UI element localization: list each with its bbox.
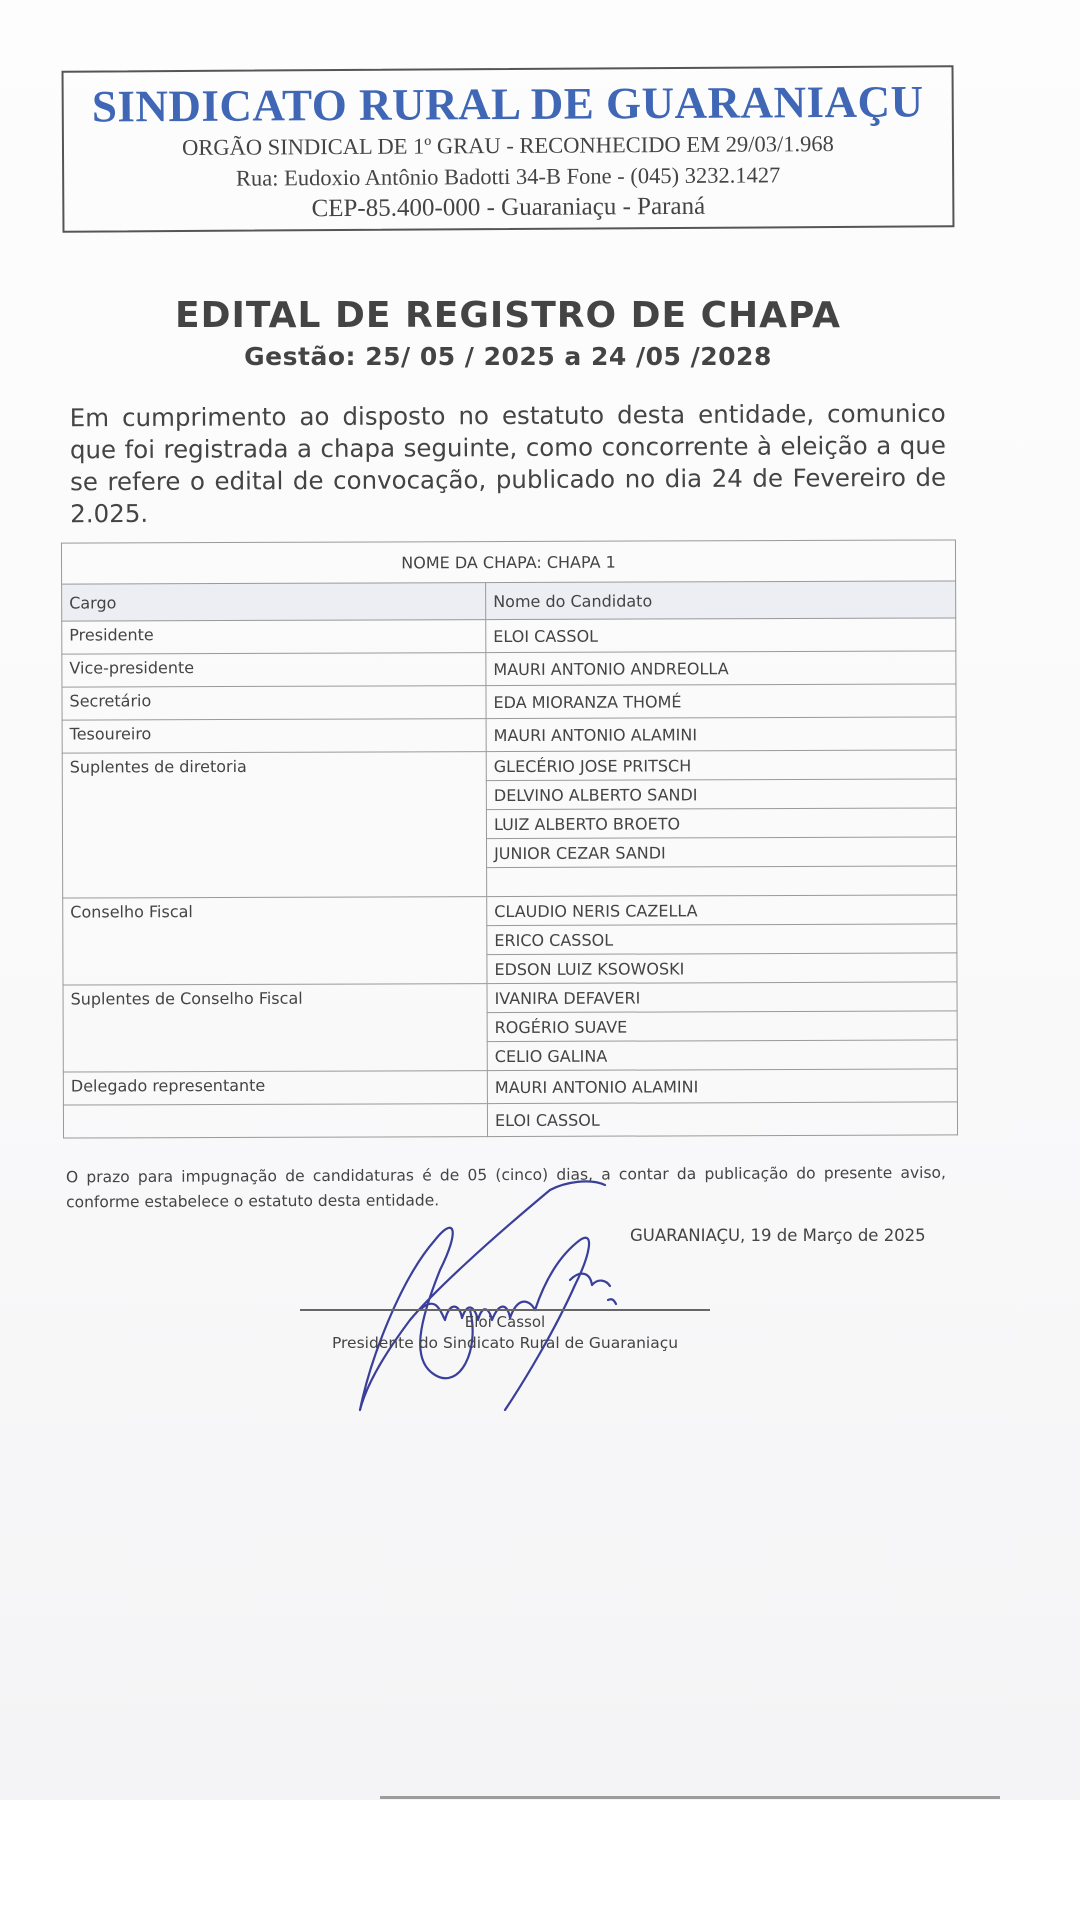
candidate-cell: EDA MIORANZA THOMÉ (486, 684, 956, 719)
union-address: Rua: Eudoxio Antônio Badotti 34-B Fone - (045) 3232.1427 (235, 162, 781, 191)
handwritten-signature (340, 1160, 670, 1420)
candidate-cell: ERICO CASSOL (487, 924, 957, 955)
candidate-cell: JUNIOR CEZAR SANDI (486, 837, 956, 868)
table-header-row (62, 581, 956, 621)
table-row (62, 618, 956, 654)
candidate-cell: GLECÉRIO JOSE PRITSCH (486, 750, 956, 781)
cargo-cell: Suplentes de Conselho Fiscal (63, 984, 487, 1072)
table-row (63, 895, 957, 927)
candidate-cell: MAURI ANTONIO ANDREOLLA (486, 651, 956, 686)
management-period: Gestão: 25/ 05 / 2025 a 24 /05 /2028 (244, 342, 772, 371)
cargo-cell: Conselho Fiscal (63, 897, 487, 985)
candidate-cell: ELOI CASSOL (487, 1102, 957, 1137)
table-row (62, 684, 956, 720)
page-edge-shadow (380, 1796, 1000, 1799)
cargo-cell: Tesoureiro (62, 719, 486, 753)
slate-table (61, 539, 958, 1138)
candidate-cell: EDSON LUIZ KSOWOSKI (487, 953, 957, 984)
union-name: SINDICATO RURAL DE GUARANIAÇU (91, 76, 924, 132)
place-and-date: GUARANIAÇU, 19 de Março de 2025 (630, 1226, 926, 1245)
candidate-cell: IVANIRA DEFAVERI (487, 982, 957, 1013)
cargo-cell: Vice-presidente (62, 653, 486, 687)
candidate-cell: DELVINO ALBERTO SANDI (486, 779, 956, 810)
challenge-notice: O prazo para impugnação de candidaturas é de 05 (cinco) dias, a contar da publicação do presente aviso, conforme estabelece o estatuto desta entidade. (65, 1163, 946, 1212)
table-row (62, 717, 956, 753)
union-cep-city: CEP-85.400-000 - Guaraniaçu - Paraná (311, 192, 706, 223)
table-row (62, 651, 956, 687)
letterhead (62, 65, 955, 232)
intro-paragraph: Em cumprimento ao disposto no estatuto desta entidade, comunico que foi registrada a chapa seguinte, como concorrente à eleição a que se refere o edital de convocação, publicado no dia 24 de Fevereiro de 2.025. (69, 398, 947, 529)
union-registration: ORGÃO SINDICAL DE 1º GRAU - RECONHECIDO EM 29/03/1.968 (182, 131, 834, 160)
candidate-cell: ROGÉRIO SUAVE (487, 1011, 957, 1042)
cargo-cell: Presidente (62, 620, 486, 654)
signatory-name: Eloi Cassol (464, 1313, 546, 1331)
cargo-cell: Delegado representante (63, 1071, 487, 1105)
cargo-cell: Secretário (62, 686, 486, 720)
candidate-cell: MAURI ANTONIO ALAMINI (486, 717, 956, 752)
column-header-candidate: Nome do Candidato (486, 581, 956, 620)
table-row (62, 750, 956, 782)
document-title: EDITAL DE REGISTRO DE CHAPA (175, 295, 841, 336)
candidate-cell (487, 866, 957, 897)
column-header-role: Cargo (62, 583, 486, 621)
table-row (63, 1069, 957, 1105)
table-row (63, 1102, 957, 1138)
candidate-cell: MAURI ANTONIO ALAMINI (487, 1069, 957, 1104)
candidate-cell: ELOI CASSOL (486, 618, 956, 653)
table-row (63, 982, 957, 1014)
candidate-cell: CELIO GALINA (487, 1040, 957, 1071)
signatory-role: Presidente do Sindicato Rural de Guaraniaçu (331, 1334, 679, 1352)
cargo-cell: Suplentes de diretoria (62, 752, 487, 898)
candidate-cell: LUIZ ALBERTO BROETO (486, 808, 956, 839)
cargo-cell (63, 1104, 487, 1138)
candidate-cell: CLAUDIO NERIS CAZELLA (487, 895, 957, 926)
signature-line (300, 1309, 710, 1311)
chapa-name: NOME DA CHAPA: CHAPA 1 (61, 540, 955, 584)
